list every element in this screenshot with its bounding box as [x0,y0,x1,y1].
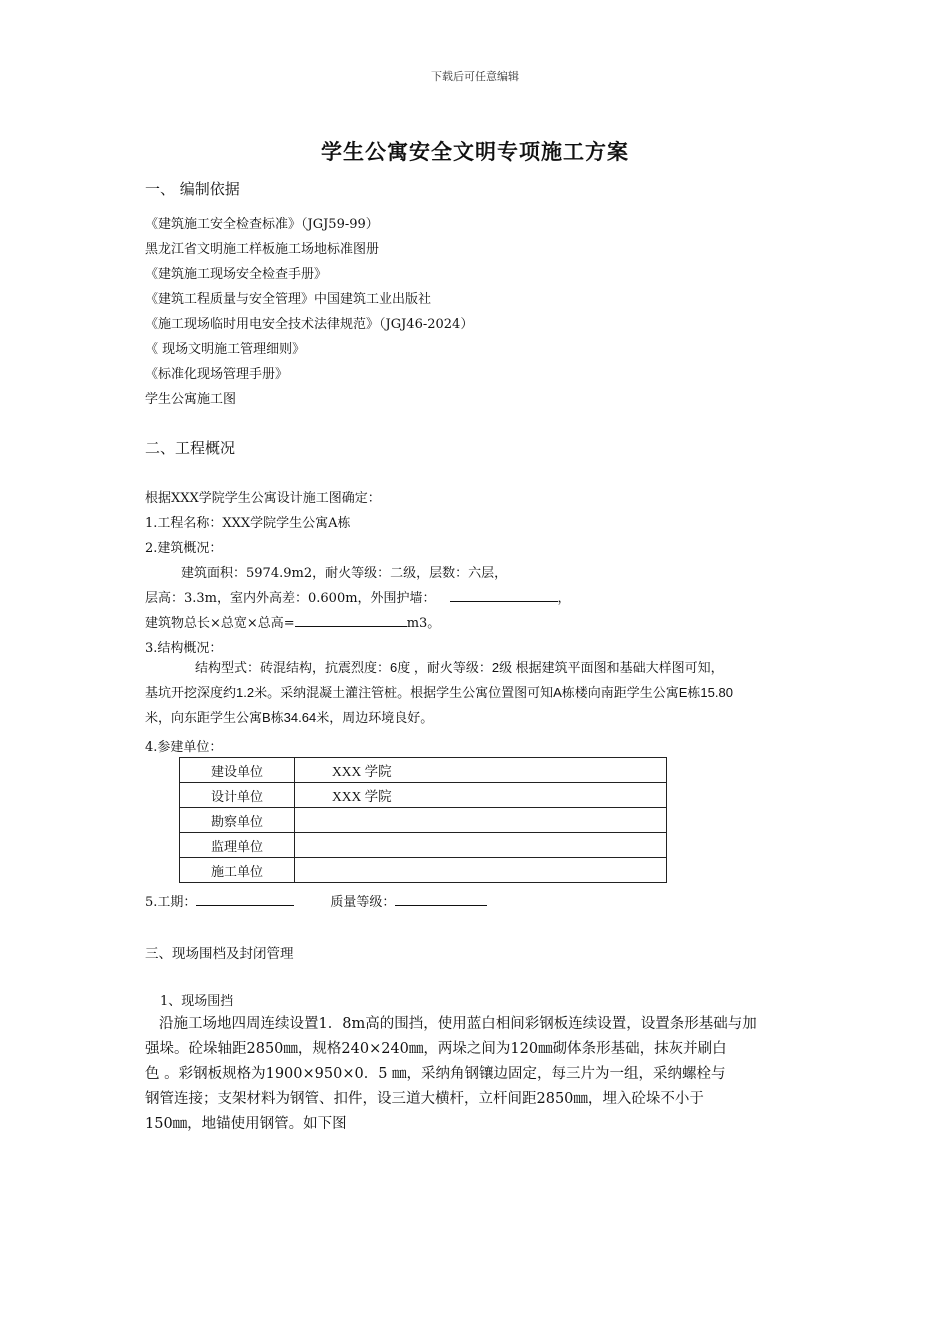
building-line: 建筑面积：5974.9m2，耐火等级：二级，层数：六层， [181,566,508,581]
reference-item: 学生公寓施工图 [145,392,237,407]
unit-label: 监理单位 [180,833,295,858]
table-row [180,758,667,783]
period-blank [196,891,294,906]
document-title: 学生公寓安全文明专项施工方案 [321,139,629,164]
building-line-suffix: ， [557,591,571,606]
structure-line: 结构型式：砖混结构，抗震烈度：6度 ，耐火等级：2级 根据建筑平面图和基础大样图可知， [195,660,724,675]
section1-heading: 一、 编制依据 [145,180,240,198]
building-line-suffix: m3。 [406,616,441,631]
reference-item: 《建筑工程质量与安全管理》中国建筑工业出版社 [145,292,432,307]
unit-value [295,808,667,833]
body-line: 150㎜，地锚使用钢管。如下图 [145,1116,347,1132]
table-row [180,808,667,833]
period-label: 5.工期： [145,895,197,910]
table-row [180,783,667,808]
building-line [145,587,571,606]
unit-label: 勘察单位 [180,808,295,833]
reference-item: 《建筑施工安全检查标准》（JGJ59-99） [145,217,379,232]
reference-item: 《标准化现场管理手册》 [145,367,289,382]
header-note: 下载后可任意编辑 [431,70,519,83]
unit-label: 建设单位 [180,758,295,783]
structure-line: 基坑开挖深度约1.2米。采纳混凝土灌注管桩。根据学生公寓位置图可知A栋楼向南距学生公寓E栋15.80 [145,685,733,700]
unit-value: XXX 学院 [295,758,667,783]
table-row [180,833,667,858]
section3-heading: 三、现场围档及封闭管理 [145,946,294,962]
quality-label: 质量等级： [330,895,396,910]
structure-line: 米，向东距学生公寓B栋34.64米，周边环境良好。 [145,710,434,725]
unit-value [295,833,667,858]
quality-blank [395,891,487,906]
body-line: 强垛。砼垛轴距2850㎜，规格240×240㎜，两垛之间为120㎜砌体条形基础，抹灰并刷白 [145,1041,727,1057]
body-line: 色 。彩钢板规格为1900×950×0．5 ㎜，采纳角钢镶边固定，每三片为一组，采纳螺栓与 [145,1066,726,1082]
volume-blank [295,612,407,627]
wall-blank [450,587,558,602]
section2-heading: 二、工程概况 [145,439,236,457]
unit-label: 设计单位 [180,783,295,808]
period-line [145,891,487,910]
building-label: 2.建筑概况： [145,541,223,556]
structure-label: 3.结构概况： [145,641,223,656]
unit-value [295,858,667,883]
building-line-prefix: 层高：3.3m，室内外高差：0.600m，外围护墙： [145,591,436,606]
project-name: 1.工程名称：XXX学院学生公寓A栋 [145,516,351,531]
reference-item: 《施工现场临时用电安全技术法律规范》（JGJ46-2024） [145,317,474,332]
unit-label: 施工单位 [180,858,295,883]
table-row [180,858,667,883]
reference-item: 《建筑施工现场安全检查手册》 [145,267,328,282]
unit-value: XXX 学院 [295,783,667,808]
building-line [145,612,440,631]
section3-subheading: 1、现场围挡 [160,994,234,1009]
body-line: 钢管连接；支架材料为钢管、扣件，设三道大横杆，立杆间距2850㎜，埋入砼垛不小于 [145,1091,704,1107]
reference-item: 《 现场文明施工管理细则》 [145,342,306,357]
reference-item: 黑龙江省文明施工样板施工场地标准图册 [145,242,380,257]
body-line: 沿施工场地四周连续设置1．8m高的围挡，使用蓝白相间彩钢板连续设置，设置条形基础与加 [159,1016,757,1032]
participating-units-table [179,757,667,883]
units-label: 4.参建单位： [145,740,223,755]
overview-intro: 根据XXX学院学生公寓设计施工图确定： [145,491,381,506]
building-line-prefix: 建筑物总长×总宽×总高= [145,616,295,631]
